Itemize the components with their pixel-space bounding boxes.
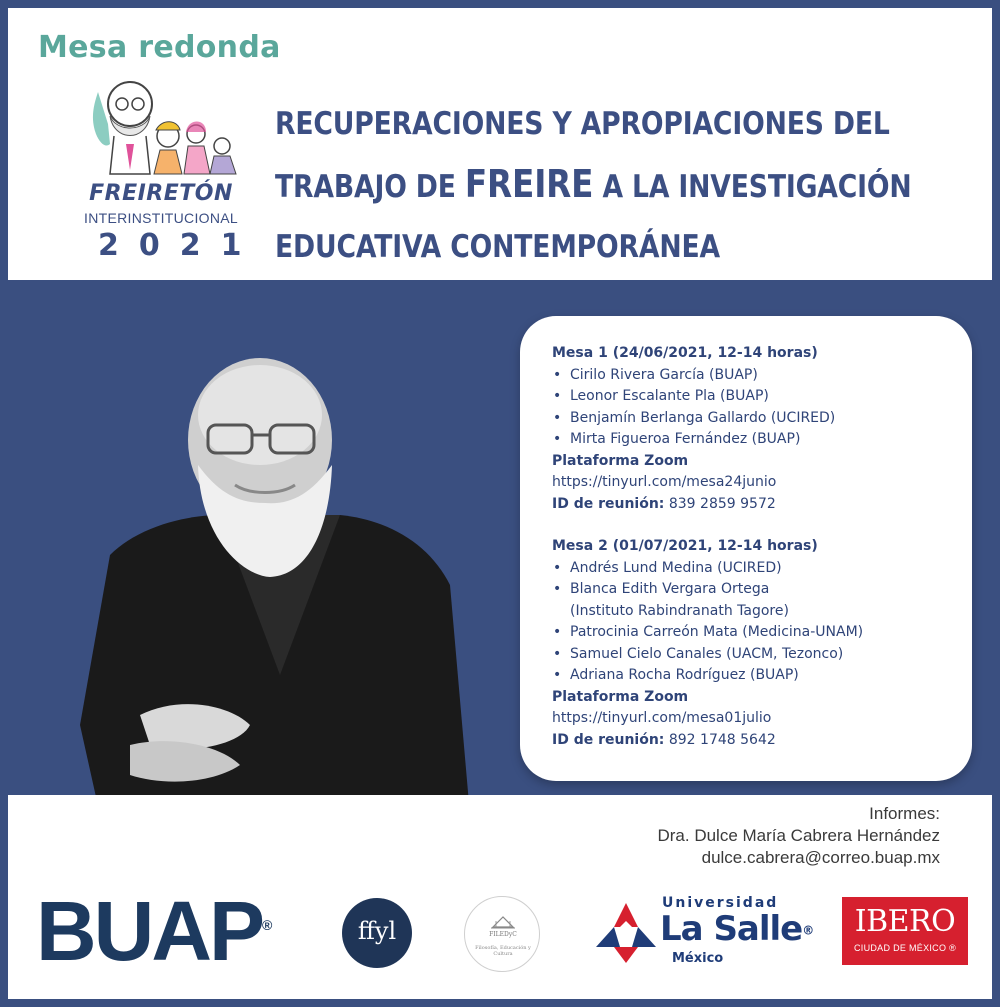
lasalle-registered-mark: ® xyxy=(802,923,814,938)
mesa2-participant: • Blanca Edith Vergara Ortega xyxy=(552,579,962,601)
freireton-logo-title: FREIRETÓN xyxy=(89,181,233,206)
title-line-2 xyxy=(275,154,912,217)
lasalle-universidad: Universidad xyxy=(662,895,779,911)
ibero-logo xyxy=(842,897,968,965)
buap-logo-text: BUAP xyxy=(36,884,263,978)
mesa1-zoom-link[interactable]: https://tinyurl.com/mesa24junio xyxy=(552,474,777,490)
mesa1-id-value: 839 2859 9572 xyxy=(664,495,776,512)
event-title xyxy=(275,94,912,277)
footer-panel xyxy=(8,795,992,999)
freireton-logo-subtitle: INTERINSTITUCIONAL xyxy=(84,210,238,226)
mesa1-heading: Mesa 1 (24/06/2021, 12-14 horas) xyxy=(552,345,818,361)
title-line-2-post: A LA INVESTIGACIÓN xyxy=(593,169,912,205)
filedyc-ring-text: Filosofía, Educación y Cultura xyxy=(475,945,531,957)
ibero-logo-text: IBERO xyxy=(854,904,956,939)
lasalle-logo xyxy=(592,895,814,975)
lasalle-name xyxy=(660,909,813,949)
buap-registered-mark: ® xyxy=(262,917,273,933)
freireton-logo xyxy=(80,74,262,270)
buap-logo xyxy=(36,884,273,978)
mesa2-platform-label: Plataforma Zoom xyxy=(552,688,689,705)
event-kicker: Mesa redonda xyxy=(38,30,281,65)
lasalle-star-icon xyxy=(592,901,660,965)
sessions-card xyxy=(520,316,972,781)
freire-portrait-photo xyxy=(70,345,490,825)
filedyc-name: FILEDyC xyxy=(489,931,517,938)
mesa2-id-value: 892 1748 5642 xyxy=(664,731,776,748)
title-line-1: RECUPERACIONES Y APROPIACIONES DEL xyxy=(275,106,890,142)
mesa1-participant: • Benjamín Berlanga Gallardo (UCIRED) xyxy=(552,408,962,430)
ibero-logo-subtitle: CIUDAD DE MÉXICO ® xyxy=(853,943,957,953)
mesa2-heading: Mesa 2 (01/07/2021, 12-14 horas) xyxy=(552,538,818,554)
lasalle-mexico: México xyxy=(672,951,724,966)
mesa1-platform-label: Plataforma Zoom xyxy=(552,452,689,469)
lasalle-name-text: La Salle xyxy=(660,909,803,949)
section-gap xyxy=(552,515,962,536)
mesa2-participant: • Andrés Lund Medina (UCIRED) xyxy=(552,558,962,580)
mesa2-participants xyxy=(552,558,962,687)
ffyl-logo: ffyl xyxy=(342,898,412,968)
mesa2-participant: • Adriana Rocha Rodríguez (BUAP) xyxy=(552,665,962,687)
filedyc-logo xyxy=(464,896,540,972)
mesa1-participants xyxy=(552,365,962,451)
freireton-illustration xyxy=(80,74,242,184)
mesa2-id-label: ID de reunión: xyxy=(552,731,665,748)
contact-label: Informes: xyxy=(869,804,940,823)
mesa1-participant: • Leonor Escalante Pla (BUAP) xyxy=(552,386,962,408)
contact-email[interactable]: dulce.cabrera@correo.buap.mx xyxy=(701,848,940,867)
title-freire: FREIRE xyxy=(464,162,594,206)
mesa2-participant-affiliation: (Instituto Rabindranath Tagore) xyxy=(570,602,789,619)
contact-info xyxy=(657,803,940,869)
mesa2-participant: • Samuel Cielo Canales (UACM, Tezonco) xyxy=(552,644,962,666)
mesa2-zoom-link[interactable]: https://tinyurl.com/mesa01julio xyxy=(552,710,772,726)
freireton-logo-year: 2021 xyxy=(98,228,262,263)
mesa1-id-label: ID de reunión: xyxy=(552,495,665,512)
mesa1-participant: • Cirilo Rivera García (BUAP) xyxy=(552,365,962,387)
mesa2-participant: • Patrocinia Carreón Mata (Medicina-UNAM) xyxy=(552,622,962,644)
contact-name: Dra. Dulce María Cabrera Hernández xyxy=(657,826,940,845)
header-panel xyxy=(8,8,992,280)
mesa2-meeting-id xyxy=(552,730,962,752)
mesa1-participant: • Mirta Figueroa Fernández (BUAP) xyxy=(552,429,962,451)
title-line-3: EDUCATIVA CONTEMPORÁNEA xyxy=(275,229,720,265)
sessions-card-content xyxy=(552,343,962,751)
title-line-2-pre: TRABAJO DE xyxy=(275,169,465,205)
mesa1-meeting-id xyxy=(552,494,962,516)
